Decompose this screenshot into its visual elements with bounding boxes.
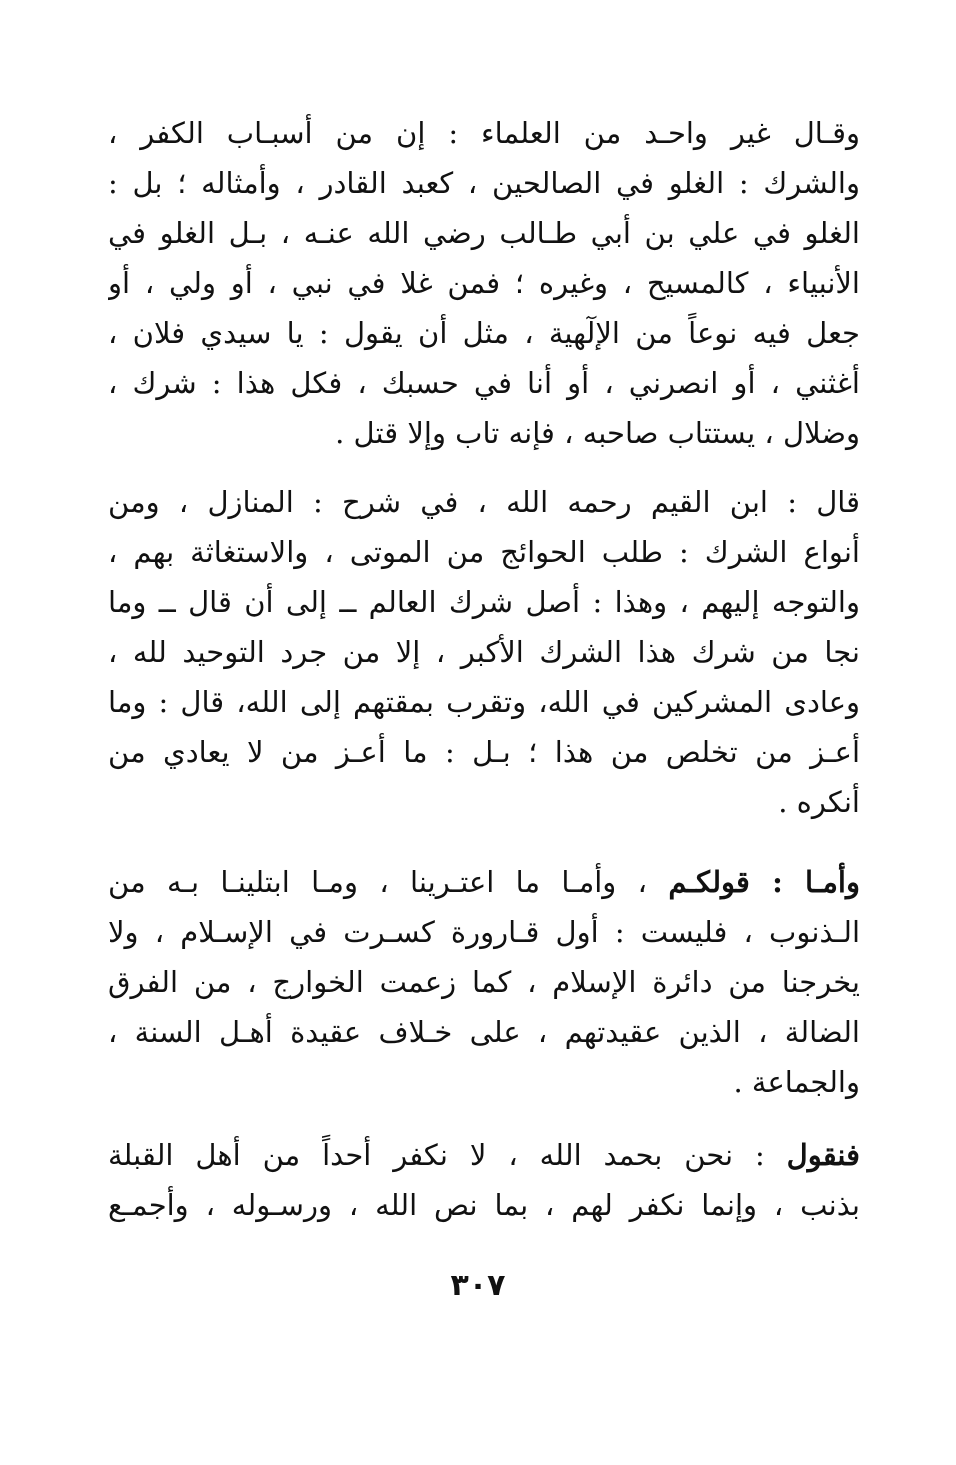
bold-lead: فنقول bbox=[786, 1138, 860, 1172]
bold-lead: وأمـا : قولكـم bbox=[668, 865, 860, 899]
page-number: ٣٠٧ bbox=[450, 1268, 506, 1303]
text-line: بذنب ، وإنما نكفر لهم ، بما نص الله ، ورسـوله ، وأجمـع bbox=[108, 1188, 860, 1222]
text-line: أنواع الشرك : طلب الحوائج من الموتى ، والاستغاثة بهم ، bbox=[108, 535, 860, 569]
text-line: جعل فيه نوعاً من الإلٓهية ، مثل أن يقول : يا سيدي فلان ، bbox=[108, 316, 860, 350]
paragraph-2 bbox=[108, 477, 860, 827]
text-line: وقـال غير واحـد من العلماء : إن من أسبـاب الكفر ، bbox=[108, 116, 860, 150]
paragraph-3 bbox=[108, 857, 860, 1107]
text-line: أنكره . bbox=[778, 785, 860, 819]
paragraph-1 bbox=[108, 108, 860, 458]
text-line: والتوجه إليهم ، وهذا : أصل شرك العالم ــ إلى أن قال ــ وما bbox=[108, 585, 860, 619]
text-line: الضالة ، الذين عقيدتهم ، على خـلاف عقيدة أهـل السنة ، bbox=[108, 1015, 860, 1049]
text-line: يخرجنا من دائرة الإسلام ، كما زعمت الخوارج ، من الفرق bbox=[108, 965, 860, 999]
text-line: نجا من شرك هذا الشرك الأكبر ، إلا من جرد التوحيد لله ، bbox=[108, 635, 860, 669]
text-line: الأنبياء ، كالمسيح ، وغيره ؛ فمن غلا في نبي ، أو ولي ، أو bbox=[108, 266, 860, 300]
text-line: وضلال ، يستتاب صاحبه ، فإنه تاب وإلا قتل . bbox=[335, 416, 860, 450]
text-line bbox=[108, 857, 860, 907]
text-line: وعادى المشركين في الله، وتقرب بمقتهم إلى الله، قال : وما bbox=[108, 685, 860, 719]
text-line: الـذنوب ، فليست : أول قـارورة كسـرت في الإسـلام ، ولا bbox=[108, 915, 860, 949]
paragraph-4 bbox=[108, 1130, 860, 1230]
text-line: والجماعة . bbox=[733, 1065, 860, 1099]
text-line: والشرك : الغلو في الصالحين ، كعبد القادر ، وأمثاله ؛ بل : bbox=[108, 166, 860, 200]
text-line: الغلو في علي بن أبي طـالب رضي الله عنـه ، بـل الغلو في bbox=[108, 216, 860, 250]
line-rest: ، وأمـا ما اعتـرينا ، ومـا ابتلينـا بـه من bbox=[108, 865, 648, 899]
text-line bbox=[108, 1130, 860, 1180]
line-rest: : نحن بحمد الله ، لا نكفر أحداً من أهل القبلة bbox=[108, 1138, 765, 1172]
text-line: قال : ابن القيم رحمه الله ، في شرح : المنازل ، ومن bbox=[108, 485, 860, 519]
text-line: أعـز من تخلص من هذا ؛ بـل : ما أعـز من لا يعادي من bbox=[108, 735, 860, 769]
text-line: أغثني ، أو انصرني ، أو أنا في حسبك ، فكل هذا : شرك ، bbox=[108, 366, 860, 400]
